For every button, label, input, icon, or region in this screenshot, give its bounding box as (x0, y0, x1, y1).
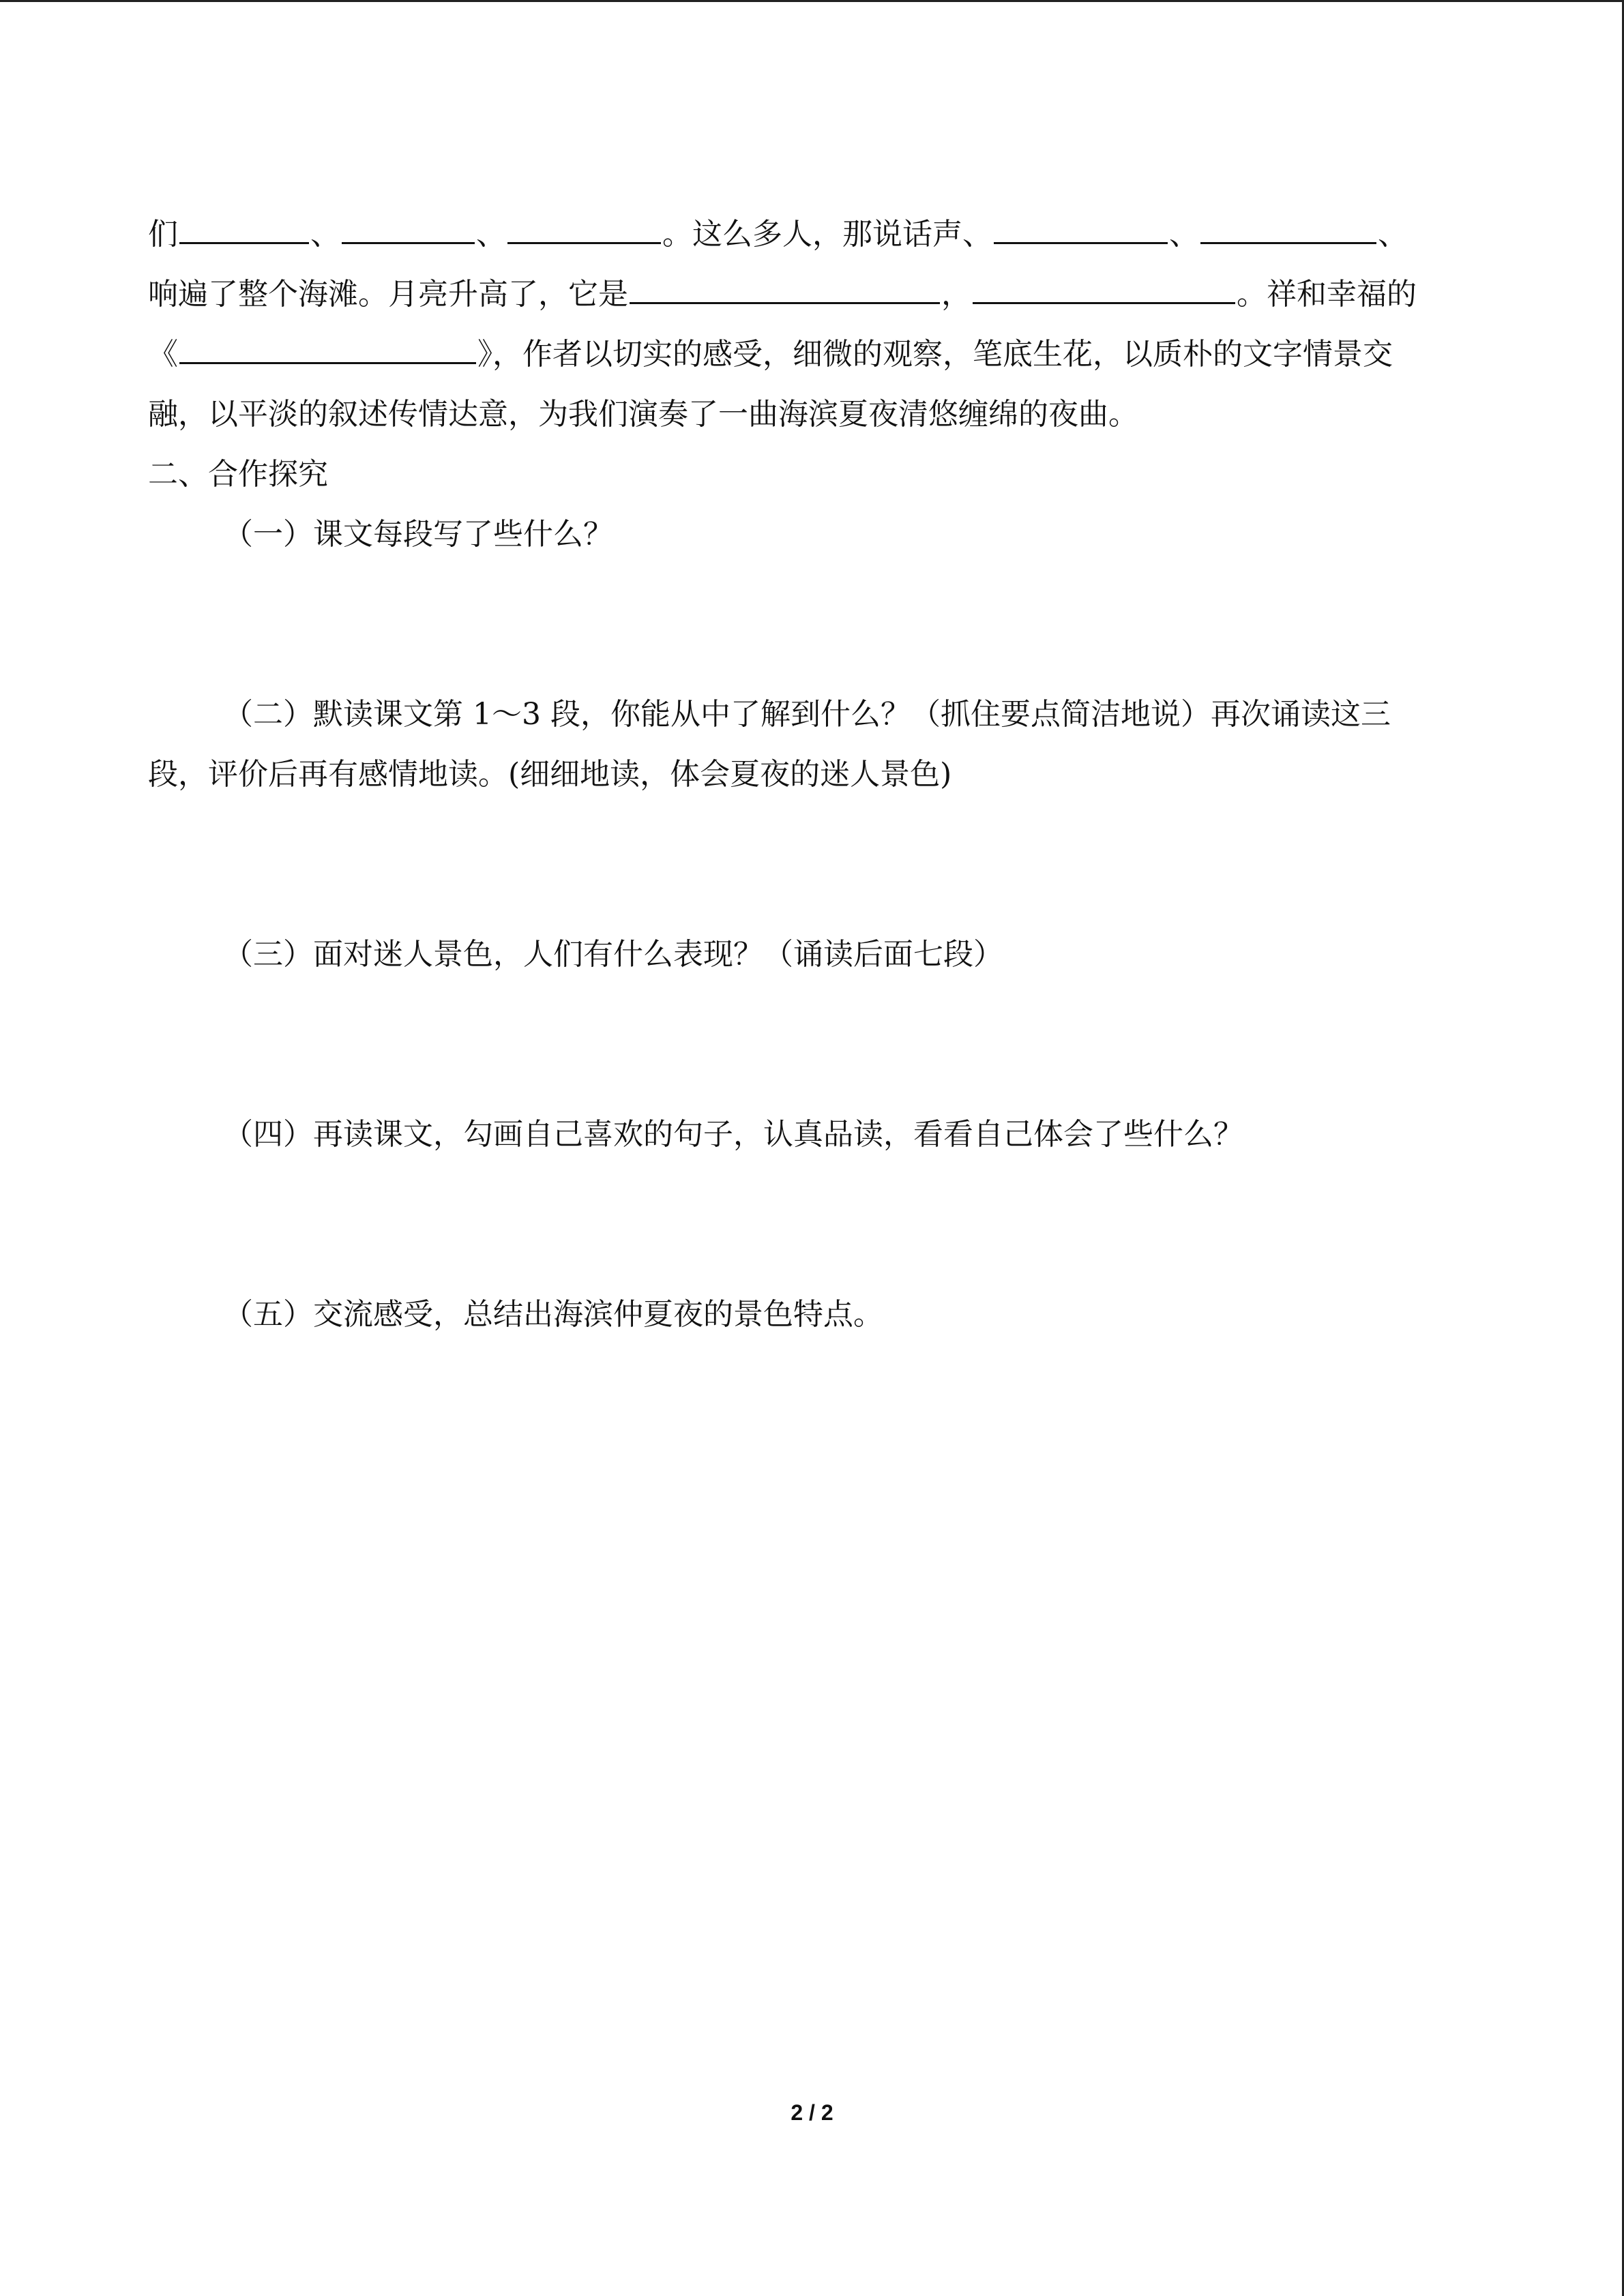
text-fragment: 、 (1169, 217, 1199, 252)
text-fragment: ， (941, 277, 971, 312)
question-2-continued: 段，评价后再有感情地读。(细细地读，体会夏夜的迷人景色) (148, 757, 952, 792)
answer-space (148, 565, 1478, 685)
question-2: （二）默读课文第 1～3 段，你能从中了解到什么？（抓住要点简洁地说）再次诵读这三 (223, 697, 1391, 732)
blank-field[interactable] (1200, 209, 1376, 244)
fill-in-line-3 (148, 325, 1478, 385)
blank-field[interactable] (630, 269, 940, 304)
blank-field[interactable] (179, 209, 309, 244)
text-fragment: 、 (1378, 217, 1408, 252)
page-number: 2 / 2 (791, 2100, 833, 2125)
blank-field[interactable] (342, 209, 475, 244)
text-fragment: 、 (310, 217, 340, 252)
question-3: （三）面对迷人景色，人们有什么表现？（诵读后面七段） (223, 937, 1003, 972)
section-heading: 二、合作探究 (148, 457, 328, 492)
answer-space (148, 985, 1478, 1105)
text-fragment: 响遍了整个海滩。月亮升高了，它是 (148, 277, 628, 312)
blank-field[interactable] (973, 269, 1235, 304)
blank-field[interactable] (179, 329, 476, 364)
fill-in-line-4: 融，以平淡的叙述传情达意，为我们演奏了一曲海滨夏夜清悠缠绵的夜曲。 (148, 397, 1138, 432)
text-fragment: 》，作者以切实的感受，细微的观察，笔底生花，以质朴的文字情景交 (477, 337, 1393, 372)
fill-in-line-2 (148, 265, 1478, 325)
text-fragment: 《 (148, 337, 178, 372)
text-fragment: 们 (148, 217, 178, 252)
question-5: （五）交流感受，总结出海滨仲夏夜的景色特点。 (223, 1297, 883, 1332)
question-4: （四）再读课文，勾画自己喜欢的句子，认真品读，看看自己体会了些什么？ (223, 1117, 1243, 1152)
top-border (0, 0, 1624, 2)
question-1: （一）课文每段写了些什么？ (223, 517, 613, 552)
document-page (148, 205, 1478, 1345)
blank-field[interactable] (994, 209, 1168, 244)
fill-in-line-1 (148, 205, 1478, 265)
text-fragment: 、 (476, 217, 506, 252)
text-fragment: 。这么多人，那说话声、 (662, 217, 992, 252)
answer-space (148, 1165, 1478, 1285)
blank-field[interactable] (507, 209, 661, 244)
text-fragment: 。祥和幸福的 (1237, 277, 1417, 312)
answer-space (148, 805, 1478, 925)
